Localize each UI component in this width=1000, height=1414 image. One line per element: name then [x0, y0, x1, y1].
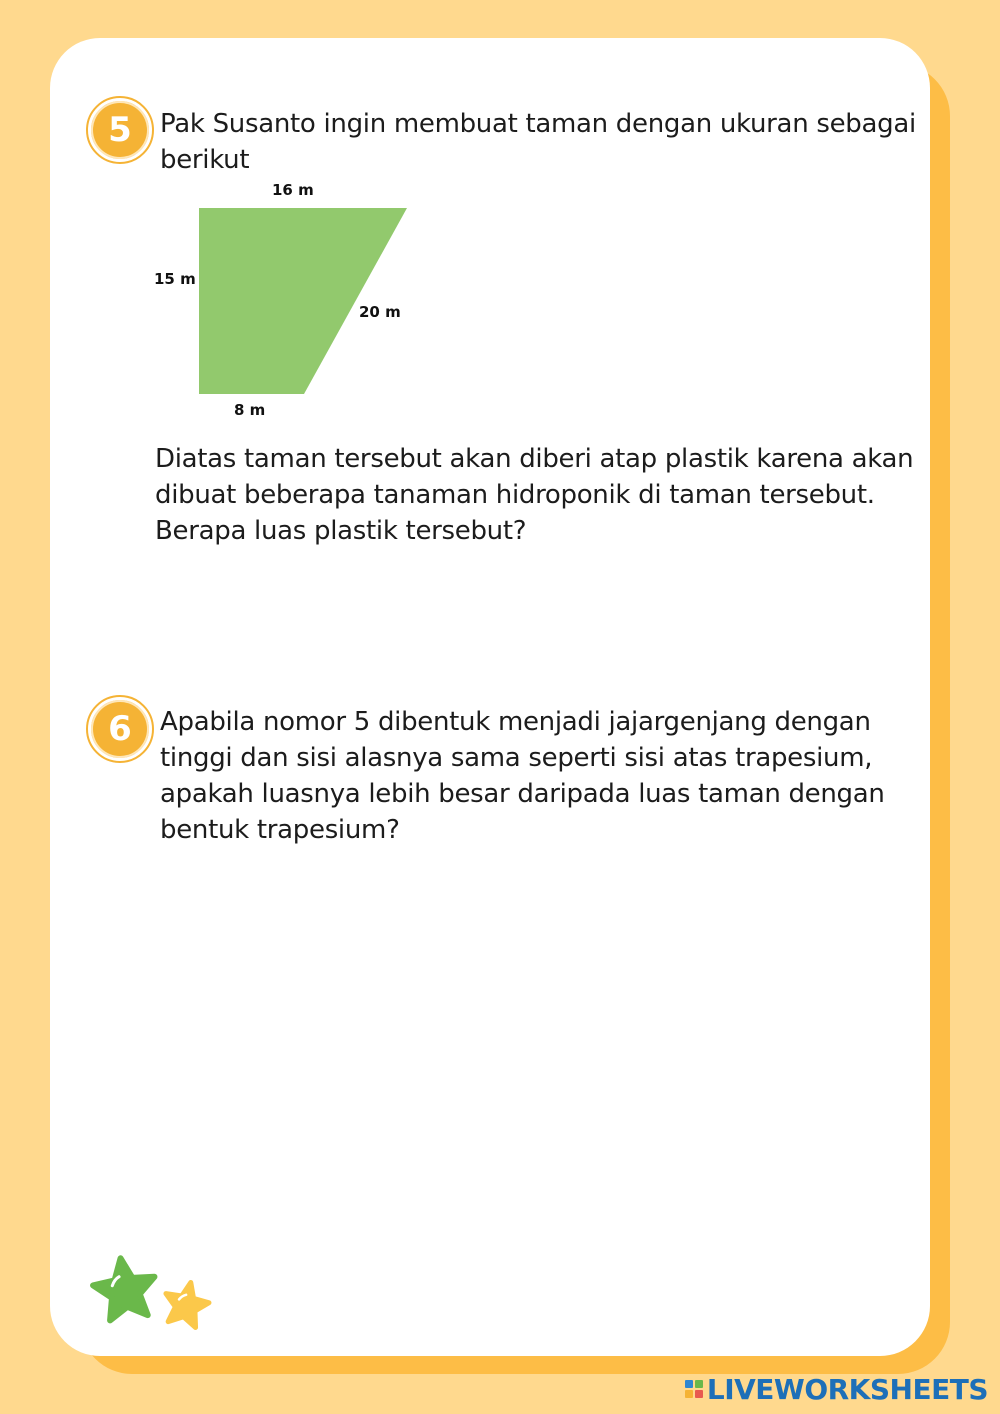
question-6-badge: [88, 697, 152, 761]
yellow-star-icon: [160, 1278, 212, 1329]
question-6-line1: Apabila nomor 5 dibentuk menjadi jajargenjang dengan: [160, 707, 871, 737]
trapezoid-left-label: 15 m: [154, 270, 196, 288]
question-6-line3: apakah luasnya lebih besar daripada luas taman dengan: [160, 779, 885, 809]
question-5-number: 5: [108, 110, 132, 150]
question-6-text: [160, 704, 885, 848]
question-6-line2: tinggi dan sisi alasnya sama seperti sisi atas trapesium,: [160, 743, 873, 773]
trapezoid-bottom-label: 8 m: [234, 401, 266, 419]
trapezoid-figure: [0, 0, 1000, 440]
logo-text: LIVEWORKSHEETS: [706, 1372, 988, 1406]
green-star-icon: [90, 1254, 160, 1322]
question-5-body-line1: Diatas taman tersebut akan diberi atap plastik karena akan: [155, 444, 914, 474]
question-5-body-line2: dibuat beberapa tanaman hidroponik di taman tersebut.: [155, 480, 875, 510]
question-5-body: [155, 441, 913, 549]
question-6-line4: bentuk trapesium?: [160, 815, 400, 845]
question-5-body-line3: Berapa luas plastik tersebut?: [155, 516, 527, 546]
trapezoid-slant-label: 20 m: [359, 303, 401, 321]
liveworksheets-logo: [685, 1374, 988, 1404]
question-5-intro-line1: Pak Susanto ingin membuat taman dengan ukuran sebagai: [160, 109, 916, 139]
trapezoid-top-label: 16 m: [272, 181, 314, 199]
trapezoid-shape: [199, 208, 407, 394]
question-6-number: 6: [108, 709, 132, 749]
stars-decoration: [90, 1250, 220, 1340]
logo-squares-icon: [685, 1380, 703, 1398]
question-5-intro-line2: berikut: [160, 145, 250, 175]
